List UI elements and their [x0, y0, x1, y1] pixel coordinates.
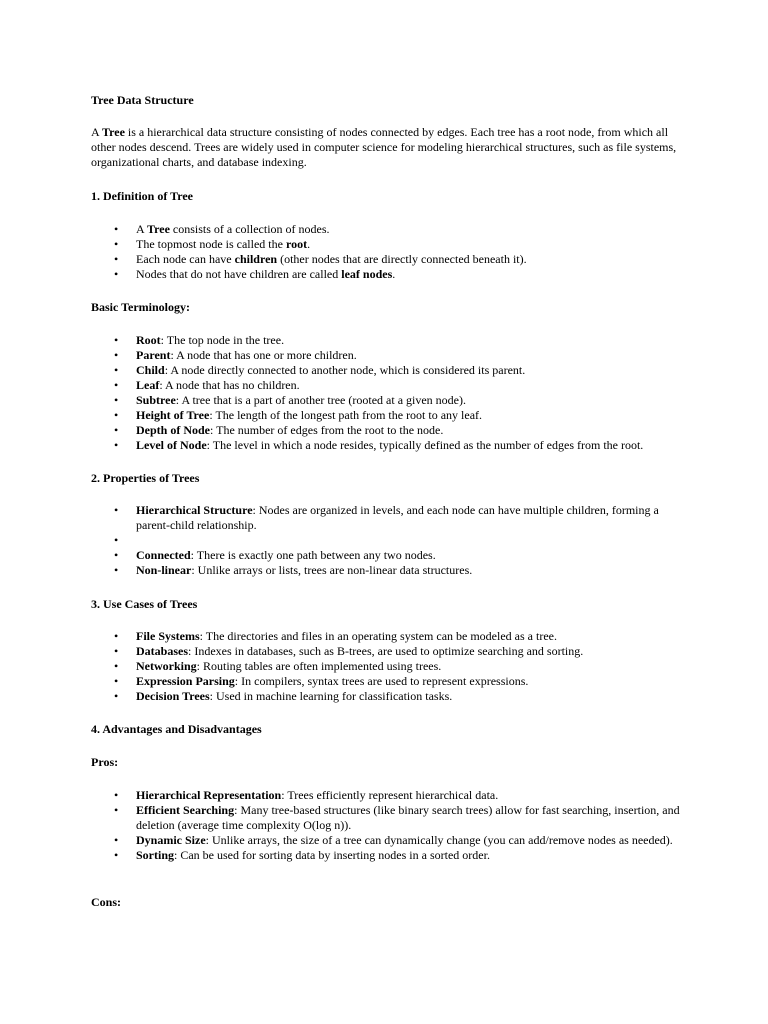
- item-term: children: [234, 252, 278, 266]
- bullet-icon: •: [114, 423, 119, 437]
- list-item: [91, 629, 691, 644]
- item-prefix: The topmost node is called the: [136, 237, 286, 251]
- definition-list: [91, 222, 691, 282]
- item-text: : The level in which a node resides, typically defined as the number of edges from the root.: [206, 438, 644, 452]
- bullet-icon: •: [114, 252, 119, 266]
- item-text: .: [392, 267, 396, 281]
- item-text: .: [307, 237, 311, 251]
- properties-list: [91, 503, 691, 578]
- item-text: : Indexes in databases, such as B-trees, are used to optimize searching and sorting.: [188, 644, 584, 658]
- heading-properties: 2. Properties of Trees: [91, 471, 200, 485]
- list-item: [91, 438, 691, 453]
- bullet-icon: •: [114, 629, 119, 643]
- list-item: [91, 803, 691, 833]
- intro-prefix: A: [91, 125, 103, 139]
- item-term: Depth of Node: [136, 423, 210, 437]
- bullet-icon: •: [114, 803, 119, 817]
- intro-paragraph: [91, 125, 681, 170]
- item-prefix: Each node can have: [136, 252, 235, 266]
- list-item: [91, 408, 691, 423]
- heading-cons: Cons:: [91, 895, 122, 909]
- list-item: [91, 222, 691, 237]
- bullet-icon: •: [114, 674, 119, 688]
- item-text: consists of a collection of nodes.: [169, 222, 330, 236]
- bullet-icon: •: [114, 644, 119, 658]
- item-term: Tree: [147, 222, 170, 236]
- item-term: leaf nodes: [341, 267, 393, 281]
- heading-definition: 1. Definition of Tree: [91, 189, 193, 203]
- list-item: [91, 363, 691, 378]
- item-term: Dynamic Size: [136, 833, 206, 847]
- list-item: [91, 833, 691, 848]
- list-item: [91, 393, 691, 408]
- list-item: [91, 252, 691, 267]
- list-item: [91, 237, 691, 252]
- item-term: Networking: [136, 659, 197, 673]
- item-text: : Unlike arrays or lists, trees are non-linear data structures.: [191, 563, 473, 577]
- bullet-icon: •: [114, 363, 119, 377]
- item-term: Non-linear: [136, 563, 192, 577]
- list-item: [91, 644, 691, 659]
- bullet-icon: •: [114, 788, 119, 802]
- item-text: : Nodes are organized in levels, and each node can have multiple children, forming a parent-child relationship.: [136, 503, 659, 532]
- list-item: [91, 674, 691, 689]
- item-term: Leaf: [136, 378, 160, 392]
- heading-pros: Pros:: [91, 755, 119, 769]
- item-text: (other nodes that are directly connected beneath it).: [277, 252, 527, 266]
- heading-advantages: 4. Advantages and Disadvantages: [91, 722, 262, 736]
- bullet-icon: •: [114, 533, 119, 547]
- item-text: : A node that has no children.: [159, 378, 300, 392]
- item-text: : Can be used for sorting data by inserting nodes in a sorted order.: [174, 848, 490, 862]
- item-term: Subtree: [136, 393, 176, 407]
- item-text: : Used in machine learning for classification tasks.: [209, 689, 453, 703]
- item-term: Level of Node: [136, 438, 207, 452]
- item-term: Parent: [136, 348, 171, 362]
- intro-rest: is a hierarchical data structure consisting of nodes connected by edges. Each tree has a root node, from which all other nodes descend. Trees are widely used in computer science for modeling hierarchical structures, such as file systems, organizational charts, and database indexing.: [91, 125, 677, 169]
- list-item: [91, 659, 691, 674]
- item-text: : The directories and files in an operating system can be modeled as a tree.: [199, 629, 557, 643]
- bullet-icon: •: [114, 393, 119, 407]
- item-text: : The number of edges from the root to the node.: [210, 423, 444, 437]
- item-term: Decision Trees: [136, 689, 210, 703]
- item-term: Connected: [136, 548, 191, 562]
- item-term: Height of Tree: [136, 408, 210, 422]
- pros-list: [91, 788, 691, 863]
- use-cases-list: [91, 629, 691, 704]
- bullet-icon: •: [114, 438, 119, 452]
- document-title: Tree Data Structure: [91, 93, 194, 107]
- bullet-icon: •: [114, 267, 119, 281]
- item-text: : A node directly connected to another node, which is considered its parent.: [164, 363, 526, 377]
- item-text: : In compilers, syntax trees are used to represent expressions.: [234, 674, 529, 688]
- list-item: [91, 348, 691, 363]
- bullet-icon: •: [114, 378, 119, 392]
- list-item: [91, 563, 691, 578]
- heading-use-cases: 3. Use Cases of Trees: [91, 597, 198, 611]
- item-text: : There is exactly one path between any two nodes.: [190, 548, 436, 562]
- list-item: [91, 378, 691, 393]
- item-term: Hierarchical Representation: [136, 788, 282, 802]
- item-term: File Systems: [136, 629, 200, 643]
- bullet-icon: •: [114, 408, 119, 422]
- bullet-icon: •: [114, 563, 119, 577]
- list-item: [91, 533, 691, 548]
- list-item: [91, 423, 691, 438]
- item-text: : Unlike arrays, the size of a tree can dynamically change (you can add/remove nodes as needed).: [205, 833, 673, 847]
- list-item: [91, 267, 691, 282]
- item-term: Expression Parsing: [136, 674, 235, 688]
- terminology-list: [91, 333, 691, 453]
- list-item: [91, 333, 691, 348]
- item-term: Databases: [136, 644, 189, 658]
- item-term: Root: [136, 333, 161, 347]
- item-term: root: [285, 237, 308, 251]
- item-text: : A node that has one or more children.: [170, 348, 357, 362]
- item-text: : The length of the longest path from the root to any leaf.: [209, 408, 483, 422]
- item-prefix: Nodes that do not have children are called: [136, 267, 342, 281]
- item-text: : A tree that is a part of another tree (rooted at a given node).: [175, 393, 467, 407]
- bullet-icon: •: [114, 237, 119, 251]
- list-item: [91, 503, 691, 533]
- item-term: Child: [136, 363, 165, 377]
- bullet-icon: •: [114, 348, 119, 362]
- item-text: : Trees efficiently represent hierarchical data.: [281, 788, 499, 802]
- item-text: : The top node in the tree.: [160, 333, 285, 347]
- bullet-icon: •: [114, 222, 119, 236]
- bullet-icon: •: [114, 548, 119, 562]
- bullet-icon: •: [114, 689, 119, 703]
- list-item: [91, 788, 691, 803]
- item-term: Efficient Searching: [136, 803, 235, 817]
- item-text: : Routing tables are often implemented using trees.: [196, 659, 442, 673]
- item-term: Hierarchical Structure: [136, 503, 253, 517]
- bullet-icon: •: [114, 503, 119, 517]
- bullet-icon: •: [114, 833, 119, 847]
- bullet-icon: •: [114, 848, 119, 862]
- heading-terminology: Basic Terminology:: [91, 300, 191, 314]
- bullet-icon: •: [114, 333, 119, 347]
- list-item: [91, 548, 691, 563]
- item-text: : Many tree-based structures (like binary search trees) allow for fast searching, insertion, and deletion (average time complexity O(log n)).: [136, 803, 680, 832]
- list-item: [91, 848, 691, 863]
- list-item: [91, 689, 691, 704]
- bullet-icon: •: [114, 659, 119, 673]
- intro-bold-term: Tree: [102, 125, 125, 139]
- item-prefix: A: [136, 222, 148, 236]
- item-term: Sorting: [136, 848, 175, 862]
